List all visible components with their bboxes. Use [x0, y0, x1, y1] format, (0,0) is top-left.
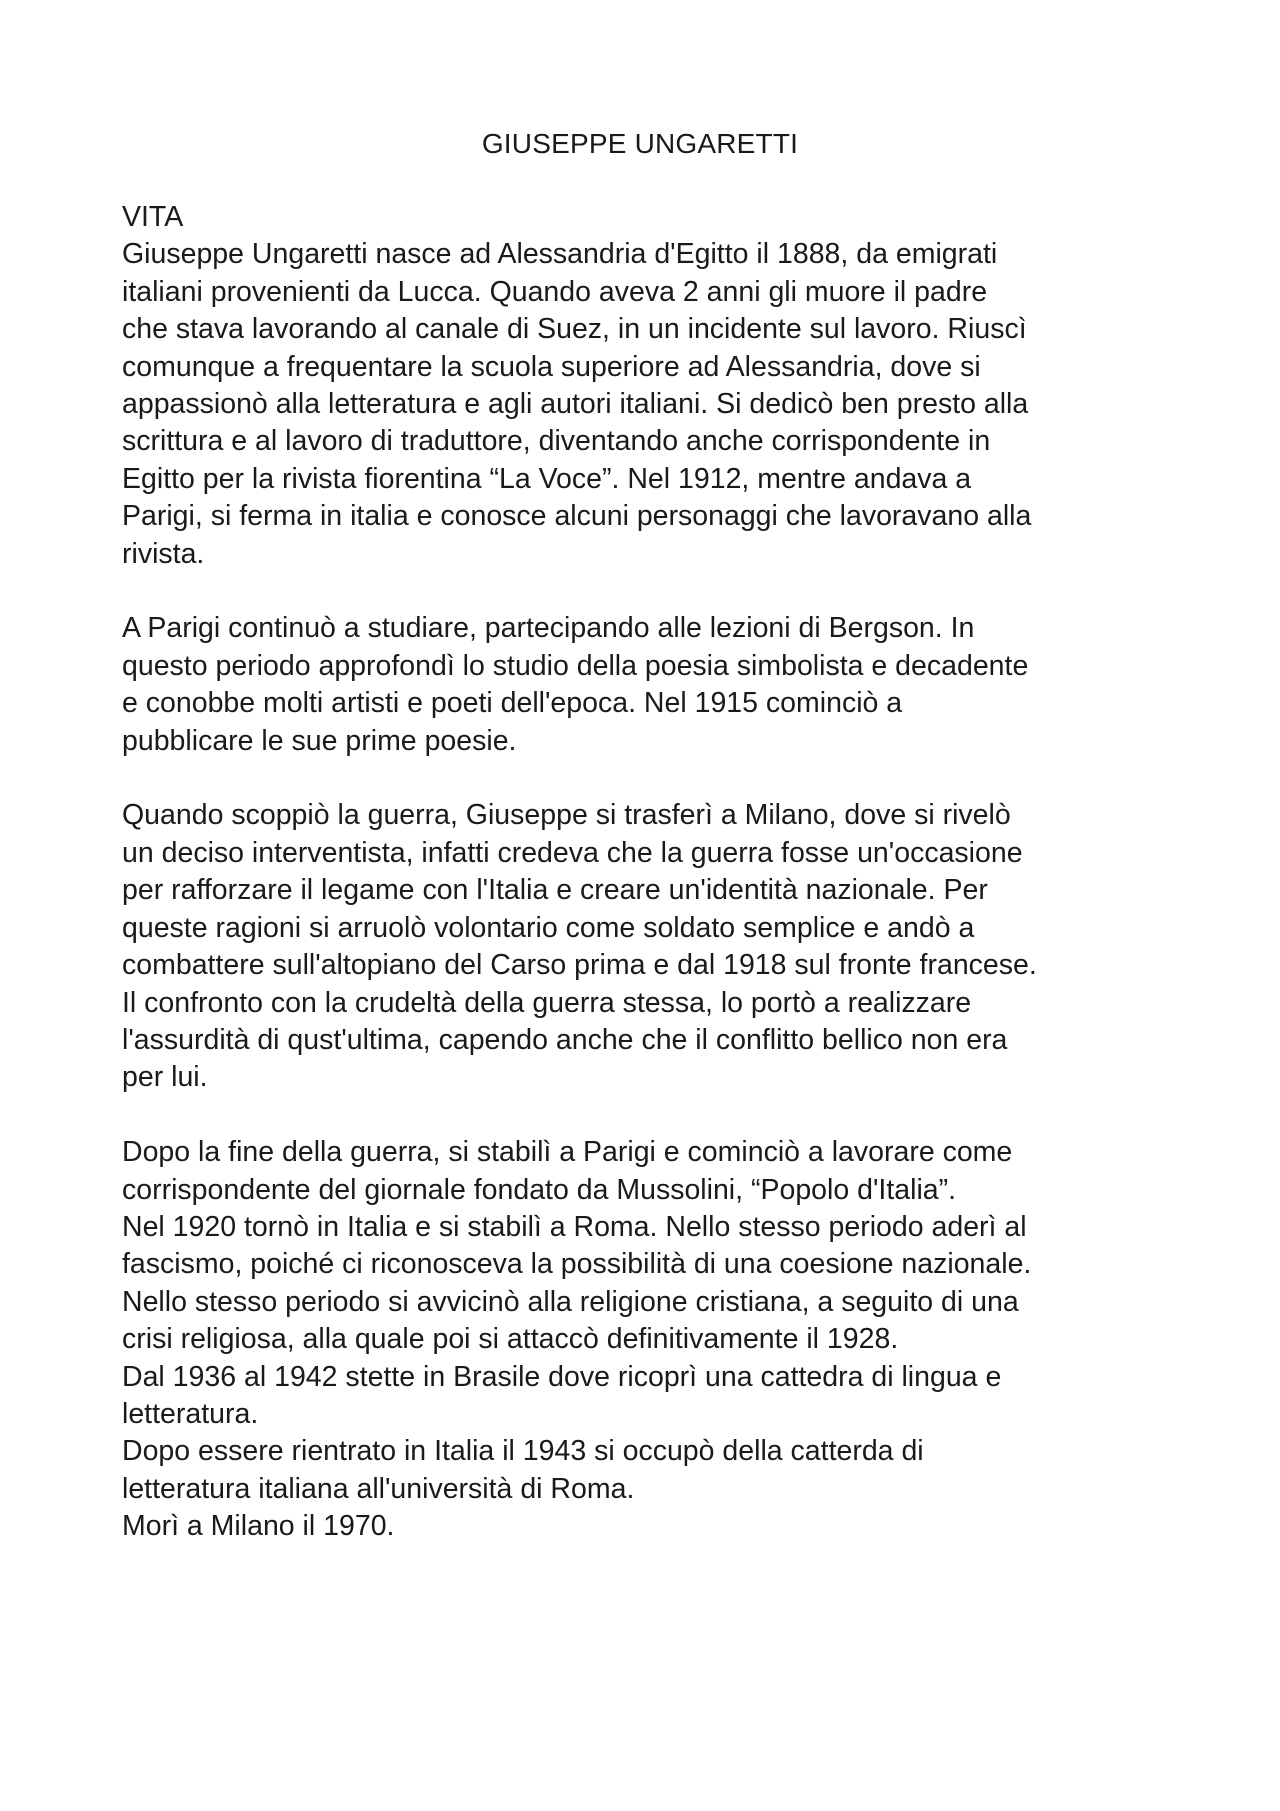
- text-line: Giuseppe Ungaretti nasce ad Alessandria d'Egitto il 1888, da emigrati: [122, 238, 998, 271]
- text-line: Morì a Milano il 1970.: [122, 1510, 395, 1543]
- text-line: Dopo essere rientrato in Italia il 1943 si occupò della catterda di: [122, 1435, 924, 1468]
- text-line: corrispondente del giornale fondato da Mussolini, “Popolo d'Italia”.: [122, 1173, 957, 1206]
- document-body: [122, 199, 1182, 1546]
- text-line: per rafforzare il legame con l'Italia e creare un'identità nazionale. Per: [122, 874, 988, 907]
- text-line: pubblicare le sue prime poesie.: [122, 724, 517, 757]
- text-line: comunque a frequentare la scuola superiore ad Alessandria, dove si: [122, 350, 981, 383]
- text-line: A Parigi continuò a studiare, partecipando alle lezioni di Bergson. In: [122, 612, 975, 645]
- paragraph-spacer: [122, 573, 1182, 610]
- section-heading: VITA: [122, 201, 184, 233]
- text-line: questo periodo approfondì lo studio della poesia simbolista e decadente: [122, 649, 1029, 682]
- paragraph-1: [122, 236, 1182, 573]
- text-line: rivista.: [122, 537, 205, 570]
- text-line: appassionò alla letteratura e agli autori italiani. Si dedicò ben presto alla: [122, 388, 1029, 421]
- text-line: Dopo la fine della guerra, si stabilì a Parigi e cominciò a lavorare come: [122, 1136, 1013, 1169]
- paragraph-spacer: [122, 1097, 1182, 1134]
- text-line: e conobbe molti artisti e poeti dell'epoca. Nel 1915 cominciò a: [122, 687, 903, 720]
- text-line: Nello stesso periodo si avvicinò alla religione cristiana, a seguito di una: [122, 1285, 1019, 1318]
- paragraph-2: [122, 610, 1182, 760]
- paragraph-spacer: [122, 760, 1182, 797]
- text-line: Parigi, si ferma in italia e conosce alcuni personaggi che lavoravano alla: [122, 500, 1032, 533]
- text-line: combattere sull'altopiano del Carso prima e dal 1918 sul fronte francese.: [122, 949, 1037, 982]
- text-line: Quando scoppiò la guerra, Giuseppe si trasferì a Milano, dove si rivelò: [122, 799, 1011, 832]
- text-line: che stava lavorando al canale di Suez, in un incidente sul lavoro. Riuscì: [122, 313, 1027, 346]
- text-line: letteratura italiana all'università di Roma.: [122, 1472, 635, 1505]
- paragraph-4: [122, 1134, 1182, 1545]
- text-line: Nel 1920 tornò in Italia e si stabilì a Roma. Nello stesso periodo aderì al: [122, 1210, 1027, 1243]
- text-line: Egitto per la rivista fiorentina “La Voce”. Nel 1912, mentre andava a: [122, 462, 972, 495]
- text-line: un deciso interventista, infatti credeva che la guerra fosse un'occasione: [122, 836, 1023, 869]
- text-line: italiani provenienti da Lucca. Quando aveva 2 anni gli muore il padre: [122, 275, 988, 308]
- paragraph-3: [122, 797, 1182, 1096]
- text-line: Dal 1936 al 1942 stette in Brasile dove ricoprì una cattedra di lingua e: [122, 1360, 1002, 1393]
- text-line: fascismo, poiché ci riconosceva la possibilità di una coesione nazionale.: [122, 1248, 1032, 1281]
- text-line: Il confronto con la crudeltà della guerra stessa, lo portò a realizzare: [122, 986, 972, 1019]
- text-line: l'assurdità di qust'ultima, capendo anche che il conflitto bellico non era: [122, 1023, 1008, 1056]
- text-line: crisi religiosa, alla quale poi si attaccò definitivamente il 1928.: [122, 1323, 899, 1356]
- text-line: letteratura.: [122, 1397, 259, 1430]
- text-line: queste ragioni si arruolò volontario come soldato semplice e andò a: [122, 911, 975, 944]
- text-line: per lui.: [122, 1061, 208, 1094]
- text-line: scrittura e al lavoro di traduttore, diventando anche corrispondente in: [122, 425, 991, 458]
- document-title: GIUSEPPE UNGARETTI: [481, 128, 799, 159]
